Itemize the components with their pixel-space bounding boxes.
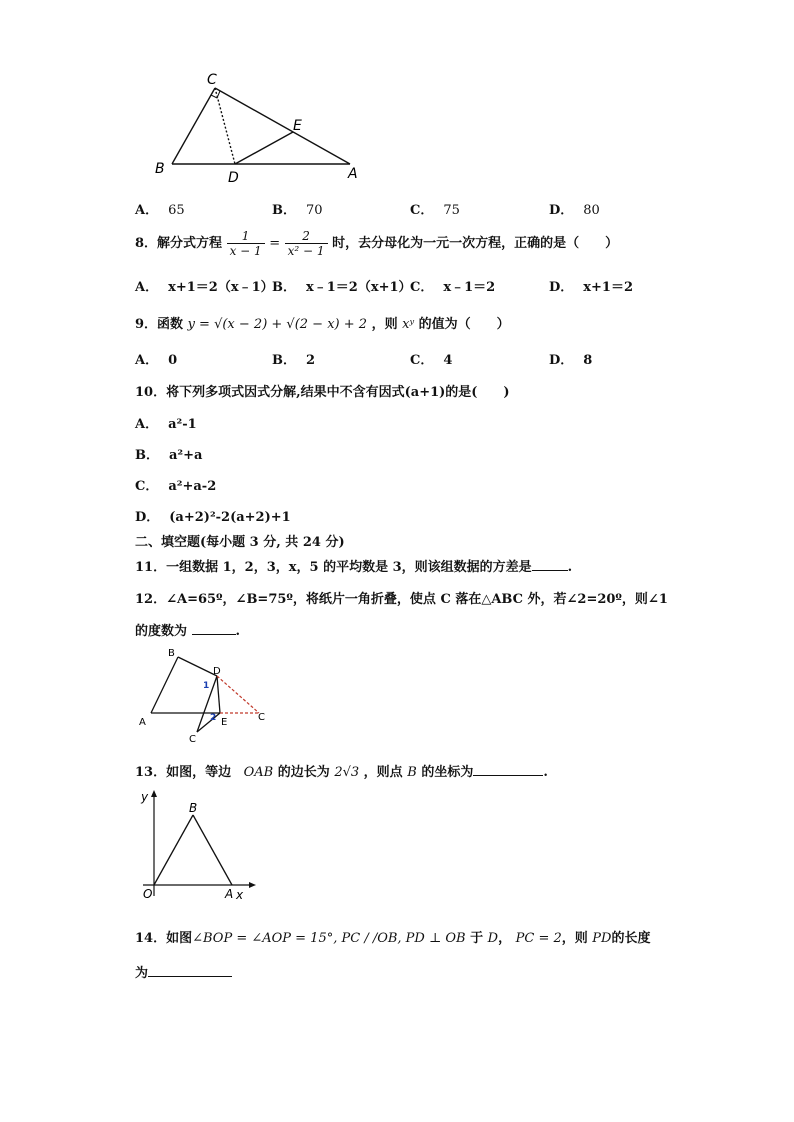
- label-c-folded: C: [189, 734, 196, 745]
- q14-answer-blank[interactable]: [148, 964, 232, 977]
- q7-option-b[interactable]: B． 70: [272, 203, 323, 218]
- q10-option-c[interactable]: C． a²+a-2: [135, 479, 217, 494]
- label-b: B: [189, 801, 198, 815]
- q14-formula: ∠BOP = ∠AOP = 15°, PC / /OB, PD ⊥ OB: [192, 931, 466, 946]
- q8-option-b[interactable]: B． x﹣1＝2（x+1）: [272, 280, 412, 295]
- q12-stem-line2: 的度数为 .: [135, 624, 241, 639]
- q10-option-b[interactable]: B． a²+a: [135, 448, 203, 463]
- q8-fraction-1: $\frac{1}{x - 1}$: [227, 229, 265, 258]
- q7-option-a[interactable]: A． 65: [135, 203, 185, 218]
- label-y: y: [141, 790, 149, 804]
- q12-stem-line1: 12．∠A=65º，∠B=75º，将纸片一角折叠，使点 C 落在△ABC 外，若∠2=20º，则∠1: [135, 592, 668, 607]
- q8-fraction-2: $\frac{2}{\text{x² − 1}}$: [285, 229, 328, 258]
- figure-q7-triangle: [145, 68, 375, 188]
- q11-answer-blank[interactable]: [532, 558, 568, 571]
- q14-stem-line2: 为: [135, 962, 232, 981]
- segment-de: [217, 676, 220, 713]
- label-a: A: [348, 166, 358, 182]
- q10-option-a[interactable]: A． a²-1: [135, 417, 197, 432]
- x-axis-arrow: [249, 882, 256, 888]
- label-a: A: [225, 887, 234, 901]
- label-b: B: [155, 161, 165, 177]
- label-b: B: [168, 648, 175, 659]
- fold-line-cd: [215, 88, 235, 164]
- label-d: D: [228, 170, 239, 186]
- original-dc-dashed: [217, 676, 259, 713]
- q9-option-d[interactable]: D． 8: [549, 353, 593, 368]
- label-c-original: C: [258, 712, 265, 723]
- label-angle-2: 2: [210, 713, 217, 723]
- q11-stem: 11．一组数据 1，2，3，x，5 的平均数是 3，则该组数据的方差是 .: [135, 560, 573, 575]
- side-ca: [215, 88, 350, 164]
- figure-q13-coordinate-triangle: [135, 788, 260, 903]
- q13-stem: 13．如图，等边 OAB 的边长为 2√3 ，则点 B 的坐标为 .: [135, 765, 548, 780]
- q8-option-d[interactable]: D． x+1＝2: [549, 280, 634, 295]
- side-ob: [154, 815, 193, 885]
- label-angle-1: 1: [203, 681, 210, 691]
- segment-de: [235, 132, 293, 164]
- q8-option-a[interactable]: A． x+1＝2（x﹣1）: [135, 280, 274, 295]
- q9-option-a[interactable]: A． 0: [135, 353, 178, 368]
- y-axis-arrow: [151, 790, 157, 797]
- q14-stem-line1: 14．如图∠BOP = ∠AOP = 15°, PC / /OB, PD ⊥ OB 于 D， PC = 2，则 PD的长度: [135, 931, 651, 946]
- q12-answer-blank[interactable]: [192, 622, 236, 635]
- label-o: O: [143, 887, 153, 901]
- side-bc: [172, 88, 215, 164]
- q10-option-d[interactable]: D． (a+2)²-2(a+2)+1: [135, 510, 291, 525]
- q9-formula: y = √(x − 2) + √(2 − x) + 2: [187, 317, 368, 332]
- label-d: D: [213, 666, 221, 677]
- q8-option-c[interactable]: C． x﹣1＝2: [410, 280, 496, 295]
- label-x: x: [236, 888, 244, 902]
- section-2-title: 二、填空题(每小题 3 分, 共 24 分): [135, 535, 345, 550]
- q10-stem: 10．将下列多项式因式分解,结果中不含有因式(a+1)的是( ): [135, 385, 510, 400]
- q8-stem: 8．解分式方程 $\frac{1}{x - 1}$ = $\frac{2}{\text{x² − 1}}$ 时，去分母化为一元一次方程，正确的是（ ）: [135, 229, 619, 258]
- label-c: C: [207, 72, 217, 88]
- label-e: E: [293, 118, 302, 134]
- q9-stem: 9．函数 y = √(x − 2) + √(2 − x) + 2 ，则 xʸ 的值为（ ）: [135, 317, 510, 332]
- q13-answer-blank[interactable]: [473, 763, 543, 776]
- side-ba: [193, 815, 232, 885]
- q7-option-c[interactable]: C． 75: [410, 203, 460, 218]
- q9-option-c[interactable]: C． 4: [410, 353, 453, 368]
- figure-q12-folded-triangle: [135, 645, 280, 745]
- q9-option-b[interactable]: B． 2: [272, 353, 316, 368]
- q7-option-d[interactable]: D． 80: [549, 203, 600, 218]
- side-ab: [151, 657, 178, 713]
- side-bd: [178, 657, 217, 676]
- label-a: A: [139, 717, 146, 728]
- label-e: E: [221, 717, 228, 728]
